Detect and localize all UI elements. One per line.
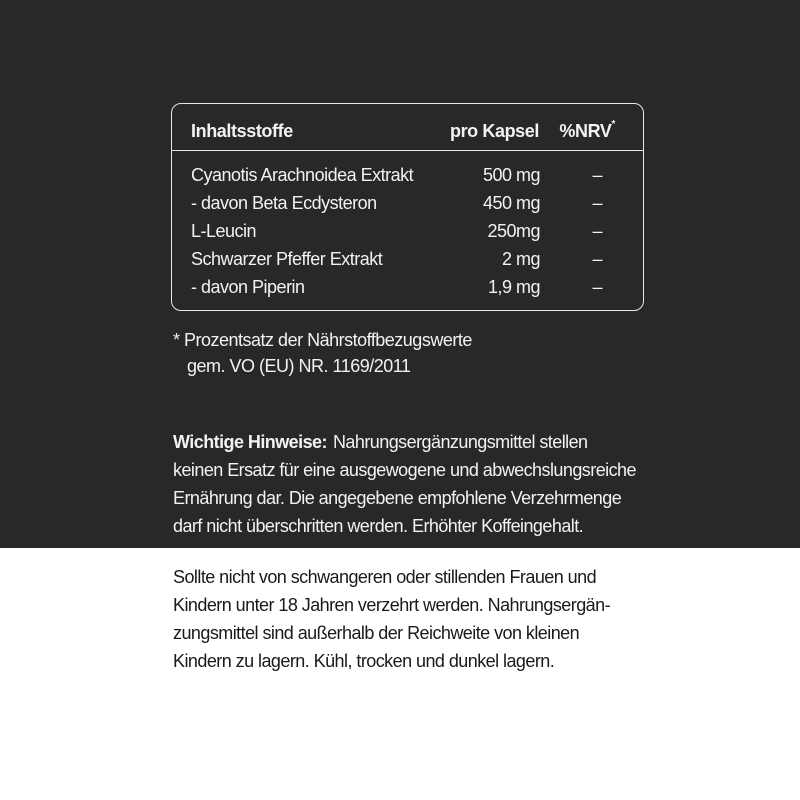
row-amount: 450 mg: [482, 193, 540, 213]
table-row: [172, 217, 643, 245]
notes-line: keinen Ersatz für eine ausgewogene und abwechslungsreiche: [173, 460, 636, 480]
notes-line: Kindern zu lagern. Kühl, trocken und dunkel lagern.: [173, 651, 555, 671]
header-ingredients: Inhaltsstoffe: [191, 121, 293, 141]
table-row: [172, 273, 643, 301]
footnote-line: gem. VO (EU) NR. 1169/2011: [187, 356, 411, 376]
header-nrv: [559, 121, 615, 142]
header-nrv-label: %NRV: [559, 121, 612, 141]
row-ingredient: - davon Piperin: [191, 277, 305, 297]
notes-line: Ernährung dar. Die angegebene empfohlene Verzehrmenge: [173, 488, 622, 508]
notes-line: darf nicht überschritten werden. Erhöhter Koffeingehalt.: [173, 516, 584, 536]
row-nrv: –: [592, 277, 602, 297]
row-nrv: –: [592, 249, 602, 269]
table-body: [172, 161, 643, 301]
row-nrv: –: [592, 165, 602, 185]
footnote-line: * Prozentsatz der Nährstoffbezugswerte: [173, 330, 472, 350]
table-row: [172, 189, 643, 217]
warning-notes: [173, 563, 673, 675]
row-amount: 500 mg: [482, 165, 540, 185]
notes-line: Sollte nicht von schwangeren oder stillenden Frauen und: [173, 567, 597, 587]
notes-line: Nahrungsergänzungsmittel stellen: [332, 432, 588, 452]
row-nrv: –: [592, 221, 602, 241]
table-row: [172, 245, 643, 273]
table-header: [172, 121, 643, 145]
row-ingredient: L-Leucin: [191, 221, 257, 241]
header-per-capsule: pro Kapsel: [449, 121, 539, 141]
row-amount: 1,9 mg: [487, 277, 540, 297]
notes-line: Kindern unter 18 Jahren verzehrt werden. Nahrungsergän-: [173, 595, 611, 615]
nrv-footnote: [173, 327, 593, 379]
row-amount: 2 mg: [501, 249, 540, 269]
header-nrv-asterisk: *: [611, 119, 615, 130]
row-ingredient: Cyanotis Arachnoidea Extrakt: [191, 165, 414, 185]
row-ingredient: - davon Beta Ecdysteron: [191, 193, 377, 213]
important-notes: [173, 428, 673, 540]
table-row: [172, 161, 643, 189]
row-amount: 250mg: [487, 221, 540, 241]
notes-first-line: [173, 428, 673, 456]
notes-heading: Wichtige Hinweise:: [173, 432, 327, 452]
notes-line: zungsmittel sind außerhalb der Reichweite von kleinen: [173, 623, 580, 643]
table-divider: [172, 150, 643, 151]
row-nrv: –: [592, 193, 602, 213]
nutrition-table: [171, 103, 644, 311]
row-ingredient: Schwarzer Pfeffer Extrakt: [191, 249, 383, 269]
